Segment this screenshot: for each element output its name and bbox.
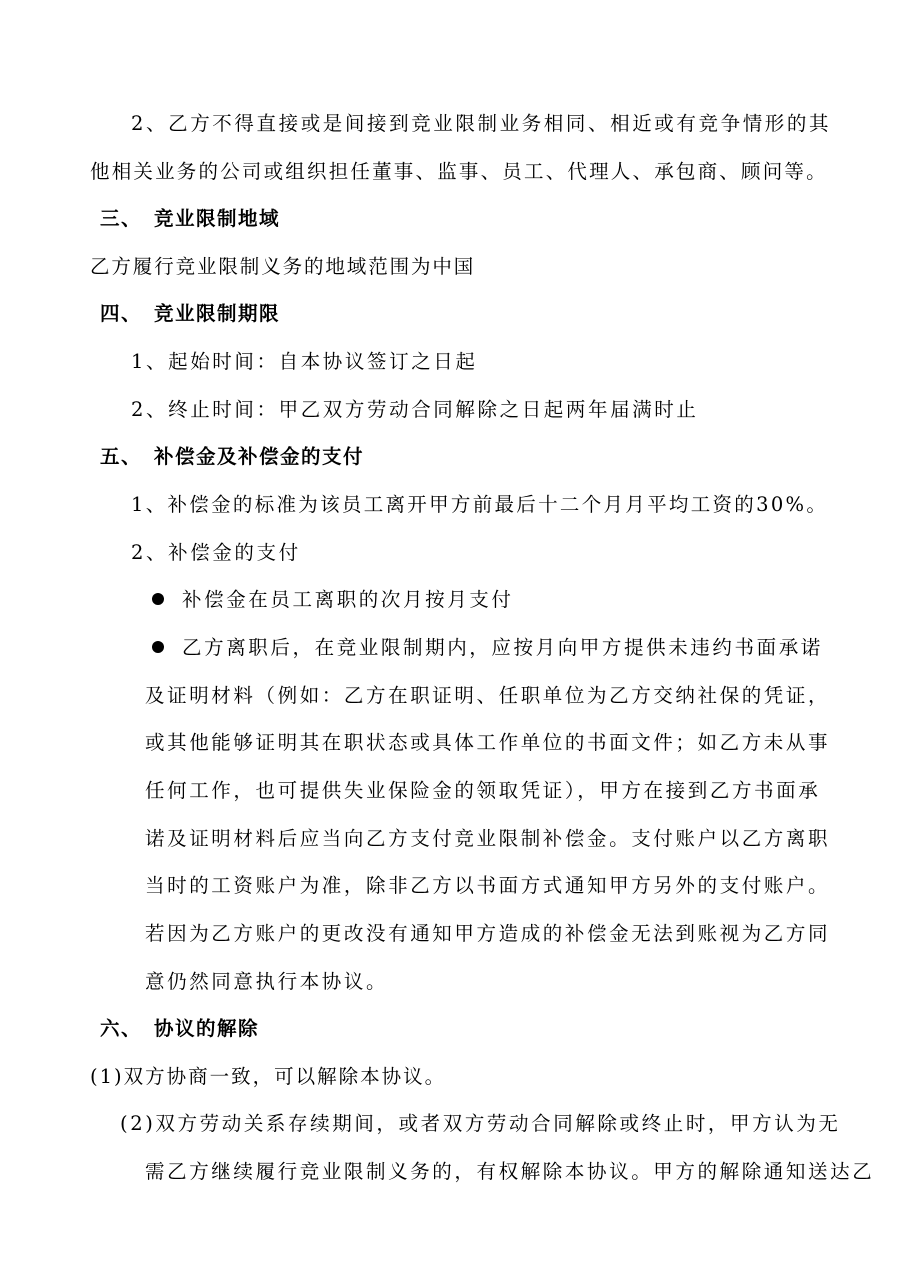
section-title: 补偿金及补偿金的支付 (154, 445, 365, 468)
list-item-continuation: 需乙方继续履行竞业限制义务的，有权解除本协议。甲方的解除通知送达乙 (145, 1160, 875, 1183)
section-title: 协议的解除 (154, 1017, 260, 1040)
bullet-dot-icon (152, 593, 164, 605)
bullet-continuation-line: 及证明材料（例如：乙方在职证明、任职单位为乙方交纳社保的凭证， (145, 684, 831, 707)
list-item: 1、起始时间：自本协议签订之日起 (131, 350, 478, 373)
bullet-continuation-line: 若因为乙方账户的更改没有通知甲方造成的补偿金无法到账视为乙方同 (145, 922, 831, 945)
section-number: 三、 (100, 207, 143, 230)
section-number: 五、 (100, 445, 143, 468)
bullet-continuation-line: 诺及证明材料后应当向乙方支付竞业限制补偿金。支付账户以乙方离职 (145, 827, 831, 850)
list-item: (1)双方协商一致，可以解除本协议。 (90, 1065, 447, 1088)
section-number: 六、 (100, 1017, 143, 1040)
section-heading-4 (100, 301, 280, 327)
bullet-dot-icon (152, 641, 164, 653)
bullet-text: 补偿金在员工离职的次月按月支付 (182, 588, 514, 611)
bullet-item (152, 587, 514, 613)
section-heading-5 (100, 444, 364, 470)
list-item: 2、补偿金的支付 (131, 541, 301, 564)
bullet-continuation-line: 意仍然同意执行本协议。 (145, 970, 389, 993)
list-item: 1、补偿金的标准为该员工离开甲方前最后十二个月月平均工资的30%。 (131, 493, 829, 516)
bullet-continuation-line: 或其他能够证明其在职状态或具体工作单位的书面文件；如乙方未从事 (145, 731, 831, 754)
paragraph-line: 2、乙方不得直接或是间接到竞业限制业务相同、相近或有竞争情形的其 (131, 112, 832, 135)
section-heading-3 (100, 206, 280, 232)
section-title: 竞业限制地域 (154, 207, 281, 230)
list-item: (2)双方劳动关系存续期间，或者双方劳动合同解除或终止时，甲方认为无 (120, 1112, 841, 1135)
paragraph-line: 乙方履行竞业限制义务的地域范围为中国 (90, 255, 476, 278)
section-heading-6 (100, 1016, 259, 1042)
bullet-item (152, 635, 823, 661)
section-number: 四、 (100, 302, 143, 325)
bullet-text: 乙方离职后，在竞业限制期内，应按月向甲方提供未违约书面承诺 (182, 636, 823, 659)
bullet-continuation-line: 当时的工资账户为准，除非乙方以书面方式通知甲方另外的支付账户。 (145, 874, 831, 897)
section-title: 竞业限制期限 (154, 302, 281, 325)
bullet-continuation-line: 任何工作，也可提供失业保险金的领取凭证），甲方在接到乙方书面承 (145, 779, 821, 802)
list-item: 2、终止时间：甲乙双方劳动合同解除之日起两年届满时止 (131, 398, 699, 421)
paragraph-line: 他相关业务的公司或组织担任董事、监事、员工、代理人、承包商、顾问等。 (90, 160, 828, 183)
